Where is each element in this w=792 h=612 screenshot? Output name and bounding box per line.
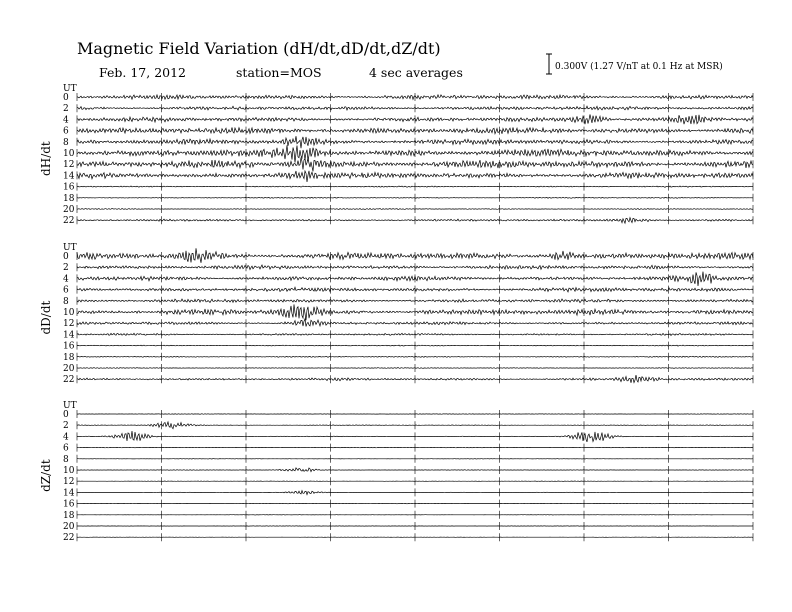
row-label: 14: [63, 171, 75, 182]
row-label: 8: [63, 296, 69, 307]
row-label: 10: [63, 308, 75, 318]
row-label: 22: [63, 375, 75, 386]
row-label: 22: [63, 533, 75, 544]
chart-title: Magnetic Field Variation (dH/dt,dD/dt,dZ/dt): [77, 39, 441, 58]
row-label: 18: [63, 510, 75, 521]
row-label: 0: [63, 410, 69, 420]
ut-label: UT: [63, 84, 77, 94]
panel-dZ-dt: [39, 401, 753, 543]
row-label: 18: [63, 193, 75, 204]
trace-line: [77, 248, 753, 262]
row-label: 12: [63, 160, 75, 171]
row-label: 2: [63, 263, 69, 274]
row-label: 12: [63, 319, 75, 330]
row-label: 14: [63, 330, 75, 341]
row-label: 20: [63, 522, 75, 532]
row-label: 2: [63, 104, 69, 115]
panel-ylabel: dH/dt: [39, 141, 53, 176]
scale-bar: [546, 54, 723, 74]
row-label: 0: [63, 252, 69, 262]
panel-dH-dt: [39, 84, 753, 226]
row-label: 8: [63, 137, 69, 148]
row-label: 6: [63, 126, 69, 137]
row-label: 20: [63, 364, 75, 374]
row-label: 18: [63, 352, 75, 363]
row-label: 14: [63, 488, 75, 499]
row-label: 12: [63, 477, 75, 488]
row-label: 0: [63, 93, 69, 103]
row-label: 4: [63, 115, 69, 126]
trace-line: [77, 304, 753, 320]
row-label: 4: [63, 274, 69, 285]
panel-dD-dt: [39, 243, 753, 385]
panels: [39, 84, 753, 543]
scale-label: 0.300V (1.27 V/nT at 0.1 Hz at MSR): [555, 62, 723, 72]
row-label: 16: [63, 499, 75, 510]
panel-ylabel: dZ/dt: [39, 459, 53, 492]
trace-line: [77, 145, 753, 162]
date-label: Feb. 17, 2012: [99, 65, 186, 80]
row-label: 6: [63, 285, 69, 296]
trace-line: [77, 158, 753, 172]
row-label: 10: [63, 466, 75, 476]
row-label: 8: [63, 454, 69, 465]
row-label: 16: [63, 341, 75, 352]
row-label: 10: [63, 149, 75, 159]
row-label: 16: [63, 182, 75, 193]
station-label: station=MOS: [236, 65, 322, 80]
trace-line: [77, 414, 753, 415]
row-label: 2: [63, 421, 69, 432]
ut-label: UT: [63, 401, 77, 411]
row-label: 20: [63, 205, 75, 215]
ut-label: UT: [63, 243, 77, 253]
row-label: 6: [63, 443, 69, 454]
panel-ylabel: dD/dt: [39, 300, 53, 335]
row-label: 22: [63, 216, 75, 227]
averaging-label: 4 sec averages: [369, 65, 463, 80]
row-label: 4: [63, 432, 69, 443]
